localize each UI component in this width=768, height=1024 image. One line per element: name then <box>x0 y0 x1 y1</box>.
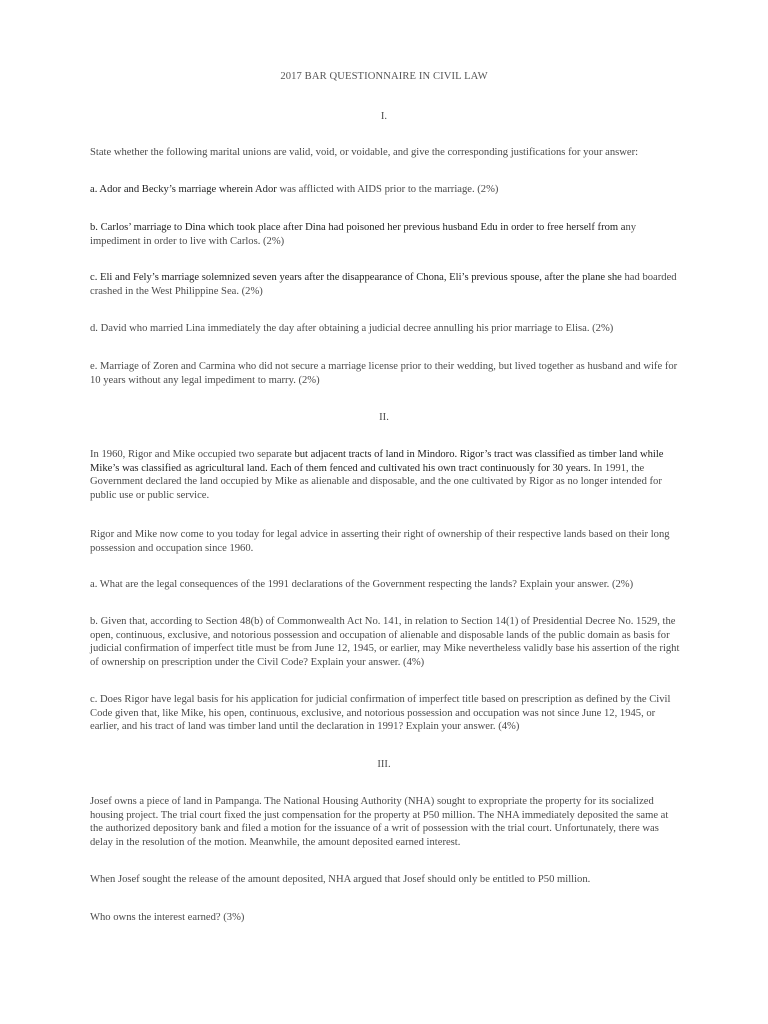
section-3-heading: III. <box>377 759 391 770</box>
question-2c: c. Does Rigor have legal basis for his application for judicial confirmation of imperfect title based on prescription as defined by the Civil Code given that, like Mike, his open, continuous, exclusive, and notorious possession and occupation was not since June 12, 1945, or earlier, and his tract of land was timber land until the declaration in 1991? Explain your answer. (4%) <box>90 694 671 733</box>
section-2-p1-start: In 1960, Rigor and Mike occupied two separa <box>90 449 285 460</box>
question-1b-lead: b. Carlos’ marriage to Dina which took place after Dina had poisoned her previous husband Edu in order to free herself from a <box>90 222 626 233</box>
section-2-heading: II. <box>379 412 389 423</box>
section-2-p1-end: In 1991, the Government declared the land occupied by Mike as alienable and disposable, and the one cultivated by Rigor as no longer intended for public use or public service. <box>90 462 662 501</box>
question-1c-lead: c. Eli and Fely’s marriage solemnized seven years after the disappearance of Chona, Eli’s previous spouse, after the plane she <box>90 272 622 283</box>
question-2b: b. Given that, according to Section 48(b) of Commonwealth Act No. 141, in relation to Section 14(1) of Presidential Decree No. 1529, the open, continuous, exclusive, and notorious possession and occupation of alienable and disposable lands of the public domain as basis for judicial confirmation of imperfect title must be from June 12, 1945, or earlier, may Mike nevertheless validly base his assertion of the right of ownership on prescription under the Civil Code? Explain your answer. (4%) <box>90 616 680 668</box>
question-1e: e. Marriage of Zoren and Carmina who did not secure a marriage license prior to their wedding, but lived together as husband and wife for 10 years without any legal impediment to marry. (2%) <box>90 361 678 386</box>
section-3-paragraph-1: Josef owns a piece of land in Pampanga. The National Housing Authority (NHA) sought to expropriate the property for its socialized housing project. The trial court fixed the just compensation for the property at P50 million. The NHA immediately deposited the same at the authorized depository bank and filed a motion for the issuance of a writ of possession with the trial court. Unfortunately, there was delay in the resolution of the motion. Meanwhile, the amount deposited earned interest. <box>90 796 669 848</box>
section-2-paragraph-1 <box>90 448 682 502</box>
section-3-paragraph-2: When Josef sought the release of the amount deposited, NHA argued that Josef should only be entitled to P50 million. <box>90 874 591 885</box>
question-3: Who owns the interest earned? (3%) <box>90 912 245 923</box>
question-1b-rest: ny impediment in order to live with Carlos. (2%) <box>90 222 637 247</box>
question-2a: a. What are the legal consequences of the 1991 declarations of the Government respecting the lands? Explain your answer. (2%) <box>90 579 634 590</box>
question-1d: d. David who married Lina immediately the day after obtaining a judicial decree annulling his prior marriage to Elisa. (2%) <box>90 323 614 334</box>
question-1a-lead: a. Ador and Becky’s marriage wherein Ador <box>90 184 277 195</box>
section-2-paragraph-2: Rigor and Mike now come to you today for legal advice in asserting their right of ownership of their respective lands based on their long possession and occupation since 1960. <box>90 529 670 554</box>
section-2-p1-highlight: te but adjacent tracts of land in Mindoro. Rigor’s tract was classified as timber land while Mike’s was classified as agricultural land. Each of them fenced and cultivated his own tract continuously for 30 years. <box>90 449 664 474</box>
section-1-heading: I. <box>380 111 388 122</box>
section-1-intro: State whether the following marital unions are valid, void, or voidable, and give the corresponding justifications for your answer: <box>90 147 639 158</box>
question-1a <box>90 183 682 197</box>
question-1c <box>90 271 682 298</box>
question-1a-rest: was afflicted with AIDS prior to the marriage. (2%) <box>276 184 499 195</box>
question-1b <box>90 221 682 248</box>
question-1c-rest: had boarded crashed in the West Philippine Sea. (2%) <box>90 272 677 297</box>
document-title: 2017 BAR QUESTIONNAIRE IN CIVIL LAW <box>280 71 488 82</box>
